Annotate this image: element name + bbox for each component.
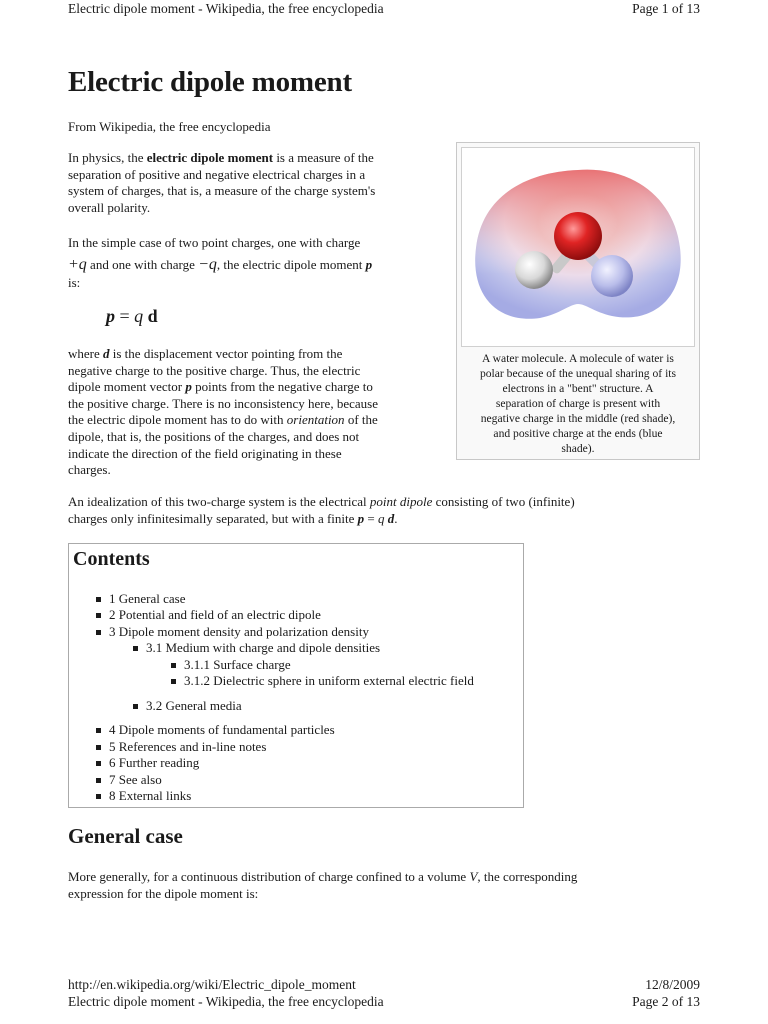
toc-item[interactable]: 2 Potential and field of an electric dipole	[96, 607, 321, 623]
dipole-equation: p = q d	[106, 306, 158, 326]
bullet-icon	[171, 663, 176, 668]
toc-item[interactable]: 7 See also	[96, 772, 162, 788]
page-footer	[68, 977, 700, 993]
toc-item[interactable]: 5 References and in-line notes	[96, 739, 266, 755]
header-page-number: Page 1 of 13	[632, 1, 700, 16]
header-title: Electric dipole moment - Wikipedia, the free encyclopedia	[68, 1, 384, 16]
footer-url[interactable]: http://en.wikipedia.org/wiki/Electric_dipole_moment	[68, 977, 356, 992]
bullet-icon	[96, 745, 101, 750]
figure-caption: A water molecule. A molecule of water is polar because of the unequal sharing of its electrons in a "bent" structure. A separation of charge is present with negative charge in the middle (red shade), and positive charge at the ends (blue shade).	[479, 352, 677, 455]
toc-item[interactable]: 1 General case	[96, 591, 186, 607]
bullet-icon	[96, 597, 101, 602]
page-header	[68, 1, 700, 17]
toc-item[interactable]: 3.1.2 Dielectric sphere in uniform external electric field	[171, 673, 474, 689]
toc-item[interactable]: 6 Further reading	[96, 755, 199, 771]
toc-item[interactable]: 3.1.1 Surface charge	[171, 657, 291, 673]
contents-title: Contents	[73, 548, 150, 570]
link-point-dipole[interactable]: point dipole	[369, 494, 433, 509]
toc-item[interactable]: 8 External links	[96, 788, 191, 804]
bullet-icon	[96, 630, 101, 635]
footer-date: 12/8/2009	[645, 977, 700, 992]
bullet-icon	[96, 761, 101, 766]
table-of-contents	[68, 543, 524, 808]
next-page-header	[68, 994, 700, 1010]
general-case-paragraph: More generally, for a continuous distribution of charge confined to a volume V, the corresponding expression for the dipole moment is:	[68, 869, 578, 901]
next-page-number: Page 2 of 13	[632, 994, 700, 1009]
simple-case-paragraph: In the simple case of two point charges, one with charge +q and one with charge −q, the electric dipole moment p is:	[68, 235, 373, 290]
idealization-paragraph: An idealization of this two-charge system is the electrical point dipole consisting of two (infinite) charges only infinitesimally separated, but with a finite p = q d.	[68, 494, 575, 526]
water-molecule-illustration	[462, 148, 694, 346]
tagline: From Wikipedia, the free encyclopedia	[68, 119, 271, 134]
toc-item[interactable]: 3.2 General media	[133, 698, 242, 714]
bullet-icon	[133, 646, 138, 651]
water-molecule-figure	[456, 142, 700, 460]
section-heading-general-case: General case	[68, 824, 183, 848]
bullet-icon	[96, 794, 101, 799]
link-electric-dipole-moment[interactable]: electric dipole moment	[146, 150, 274, 165]
bullet-icon	[171, 679, 176, 684]
bullet-icon	[96, 778, 101, 783]
next-header-title: Electric dipole moment - Wikipedia, the free encyclopedia	[68, 994, 384, 1009]
minus-q-math: −q	[198, 256, 217, 273]
bullet-icon	[96, 728, 101, 733]
page-title: Electric dipole moment	[68, 66, 352, 98]
where-paragraph: where d is the displacement vector pointing from the negative charge to the positive charge. Thus, the electric dipole moment vector p points from the negative charge to the positive charge. There is no inconsistency here, because the electric dipole moment has to do with orientation of the dipole, that is, the positions of the charges, and does not indicate the direction of the field originating in these charges.	[68, 346, 378, 478]
toc-item[interactable]: 4 Dipole moments of fundamental particles	[96, 722, 335, 738]
bullet-icon	[96, 613, 101, 618]
plus-q-math: +q	[68, 256, 87, 273]
intro-paragraph: In physics, the electric dipole moment is a measure of the separation of positive and negative electrical charges in a system of charges, that is, a measure of the charge system's overall polarity.	[68, 150, 376, 215]
bullet-icon	[133, 704, 138, 709]
water-molecule-image[interactable]	[461, 147, 695, 347]
toc-item[interactable]: 3 Dipole moment density and polarization density	[96, 624, 369, 640]
toc-item[interactable]: 3.1 Medium with charge and dipole densities	[133, 640, 380, 656]
